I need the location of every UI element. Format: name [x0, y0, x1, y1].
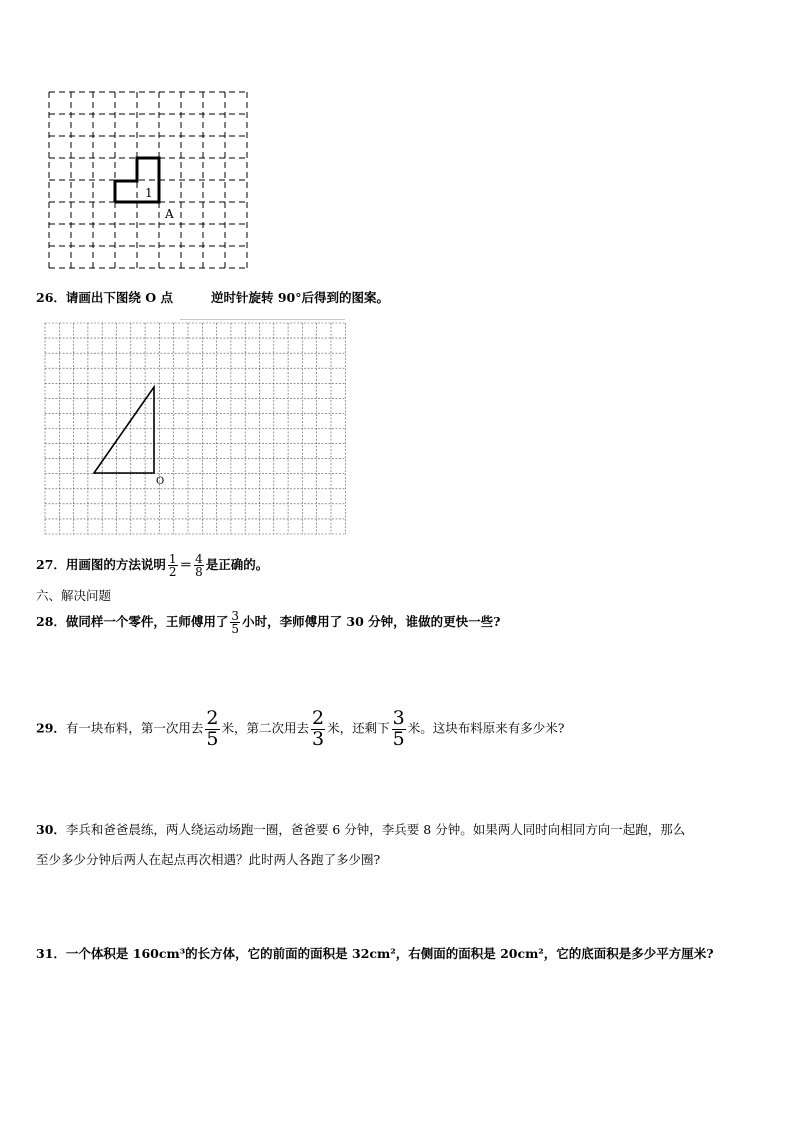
question-29-number: 29．: [36, 720, 66, 736]
question-26-text-before: 请画出下图绕 O 点: [65, 290, 173, 305]
question-31-text: 一个体积是 160cm³的长方体，它的前面的面积是 32cm²，右侧面的面积是 20cm²，它的底面积是多少平方厘米?: [65, 946, 714, 961]
question-29-text-1: 有一块布料，第一次用去: [65, 720, 204, 736]
question-27-text-before: 用画图的方法说明: [65, 557, 166, 572]
figure-l-shape-grid: [44, 90, 254, 272]
cell-label-1: 1: [145, 186, 153, 200]
equals-sign: ＝: [179, 557, 193, 572]
question-29-text-3: 米，还剩下: [327, 720, 390, 736]
fraction-3-5: $\frac{3}{5}$: [231, 609, 240, 636]
faint-rule: [180, 319, 345, 320]
fraction-2-3: $\frac{2}{3}$: [312, 707, 325, 750]
fraction-2-5: $\frac{2}{5}$: [206, 707, 219, 750]
question-28: [36, 610, 501, 635]
question-30-number: 30．: [36, 822, 66, 837]
question-29-text-4: 米。这块布料原来有多少米?: [407, 720, 565, 736]
point-label-o: O: [156, 476, 165, 487]
fraction-4-8: $\frac{4}{8}$: [195, 552, 203, 579]
fraction-3-5-remaining: $\frac{3}{5}$: [392, 707, 405, 750]
question-28-number: 28．: [36, 614, 66, 629]
question-26-tail: [211, 290, 389, 306]
question-31-number: 31．: [36, 946, 66, 961]
question-28-text-before: 做同样一个零件，王师傅用了: [65, 614, 229, 629]
question-29: [36, 709, 564, 749]
point-label-a: A: [165, 207, 174, 221]
question-26: [36, 290, 173, 306]
question-30-line-1: 30．李兵和爸爸晨练，两人绕运动场跑一圈，爸爸要 6 分钟，李兵要 8 分钟。如果两人同时向相同方向一起跑，那么: [36, 822, 686, 837]
question-26-text-after: 逆时针旋转 90°后得到的图案。: [211, 290, 389, 305]
question-30-line-2: 至少多少分钟后两人在起点再次相遇？此时两人各跑了多少圈?: [36, 852, 381, 867]
section-6-title: 六、解决问题: [36, 588, 112, 603]
question-27-text-after: 是正确的。: [205, 557, 269, 572]
question-31: [36, 946, 714, 962]
question-27: [36, 553, 268, 578]
question-28-text-after: 小时，李师傅用了 30 分钟，谁做的更快一些?: [242, 614, 501, 629]
figure-triangle-grid: [44, 322, 346, 536]
fraction-1-2: $\frac{1}{2}$: [168, 552, 177, 579]
question-27-number: 27．: [36, 557, 66, 572]
question-26-number: 26．: [36, 290, 66, 305]
question-29-text-2: 米，第二次用去: [221, 720, 310, 736]
